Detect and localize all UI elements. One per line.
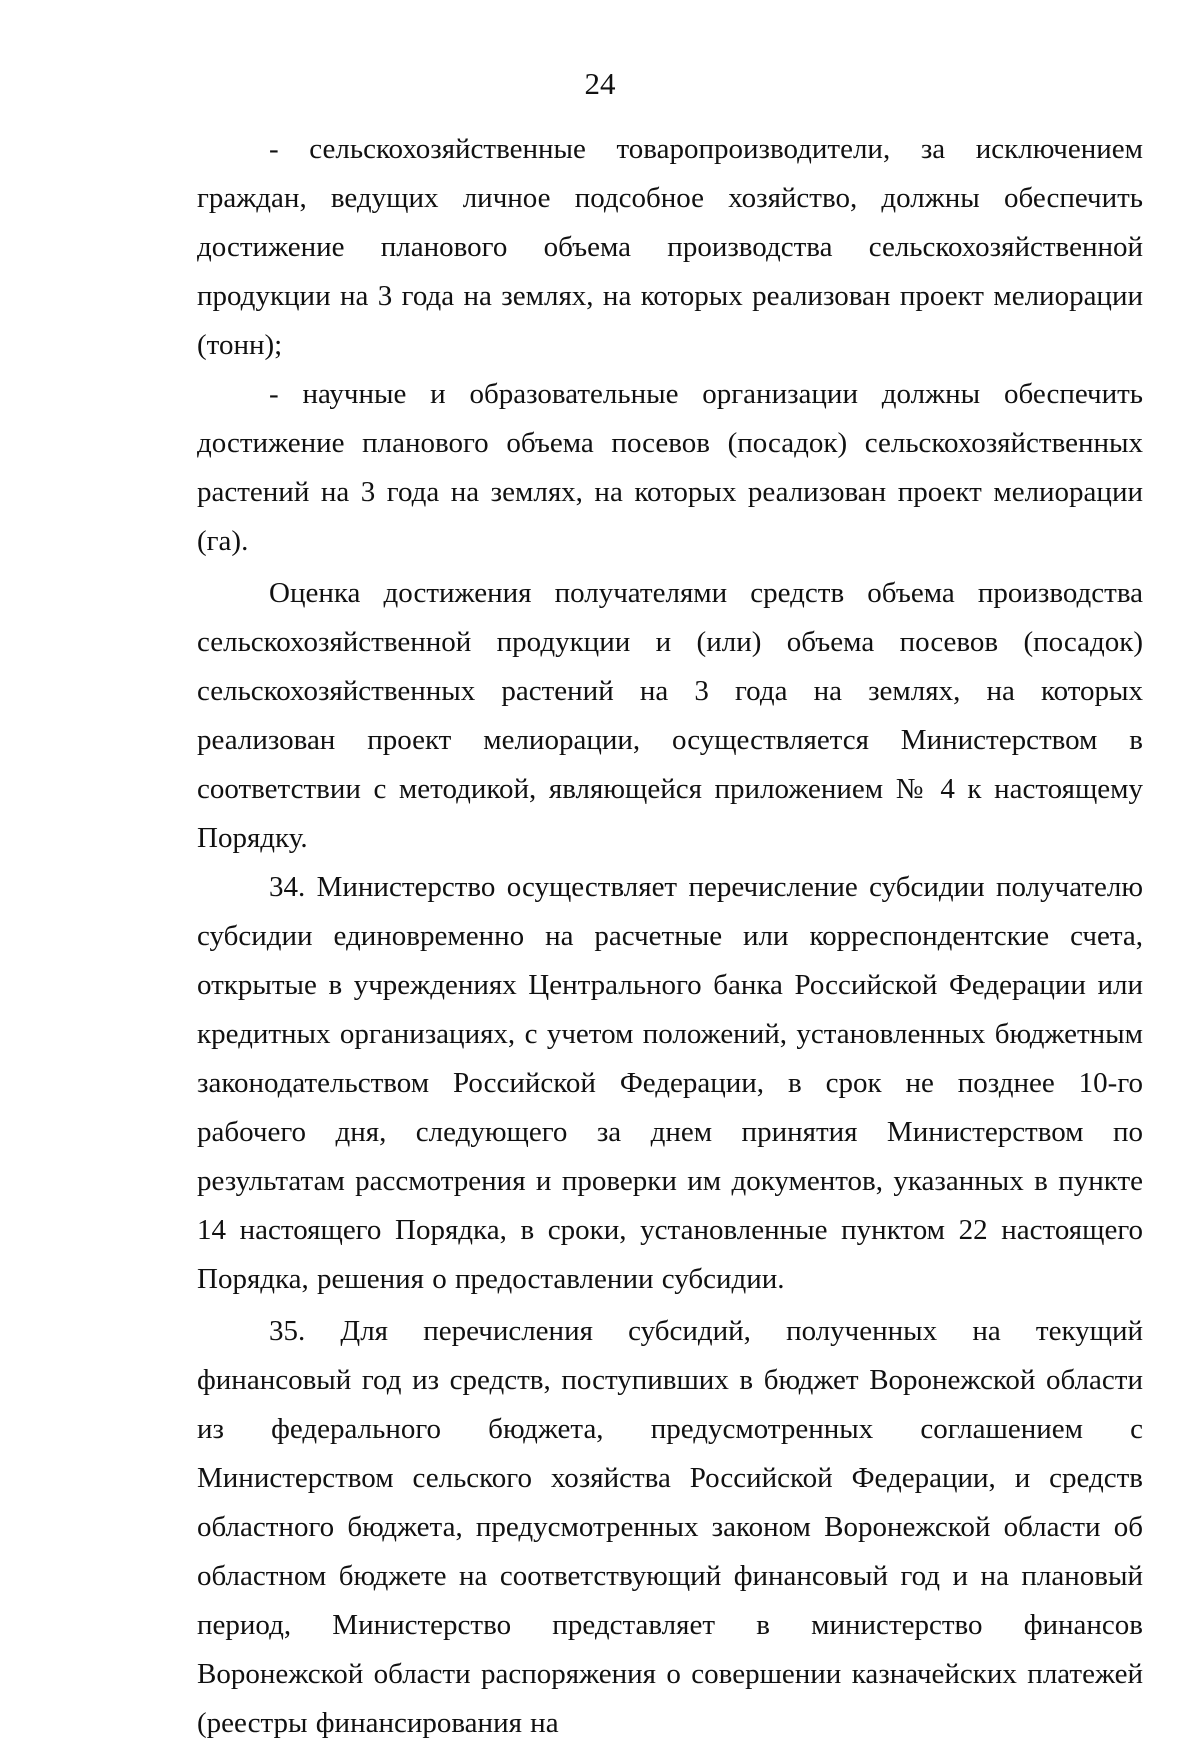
page-number: 24 bbox=[584, 66, 616, 101]
document-body bbox=[197, 125, 1143, 1748]
paragraph-agricultural-producers: - сельскохозяйственные товаропроизводители, за исключением граждан, ведущих личное подсобное хозяйство, должны обеспечить достижение планового объема производства сельскохозяйственной продукции на 3 года на землях, на которых реализован проект мелиорации (тонн); bbox=[197, 133, 1143, 361]
paragraph-clause-35: 35. Для перечисления субсидий, полученных на текущий финансовый год из средств, поступивших в бюджет Воронежской области из федерального бюджета, предусмотренных соглашением с Министерством сельского хозяйства Российской Федерации, и средств областного бюджета, предусмотренных законом Воронежской области об областном бюджете на соответствующий финансовый год и на плановый период, Министерство представляет в министерство финансов Воронежской области распоряжения о совершении казначейских платежей (реестры финансирования на bbox=[197, 1315, 1143, 1739]
paragraph-clause-34: 34. Министерство осуществляет перечисление субсидии получателю субсидии единовременно на расчетные или корреспондентские счета, открытые в учреждениях Центрального банка Российской Федерации или кредитных организациях, с учетом положений, установленных бюджетным законодательством Российской Федерации, в срок не позднее 10-го рабочего дня, следующего за днем принятия Министерством по результатам рассмотрения и проверки им документов, указанных в пункте 14 настоящего Порядка, в сроки, установленные пунктом 22 настоящего Порядка, решения о предоставлении субсидии. bbox=[197, 871, 1143, 1295]
paragraph-scientific-organizations: - научные и образовательные организации должны обеспечить достижение планового объема посевов (посадок) сельскохозяйственных растений на 3 года на землях, на которых реализован проект мелиорации (га). bbox=[197, 378, 1143, 557]
paragraph-assessment: Оценка достижения получателями средств объема производства сельскохозяйственной продукции и (или) объема посевов (посадок) сельскохозяйственных растений на 3 года на землях, на которых реализован проект мелиорации, осуществляется Министерством в соответствии с методикой, являющейся приложением № 4 к настоящему Порядку. bbox=[197, 577, 1143, 854]
